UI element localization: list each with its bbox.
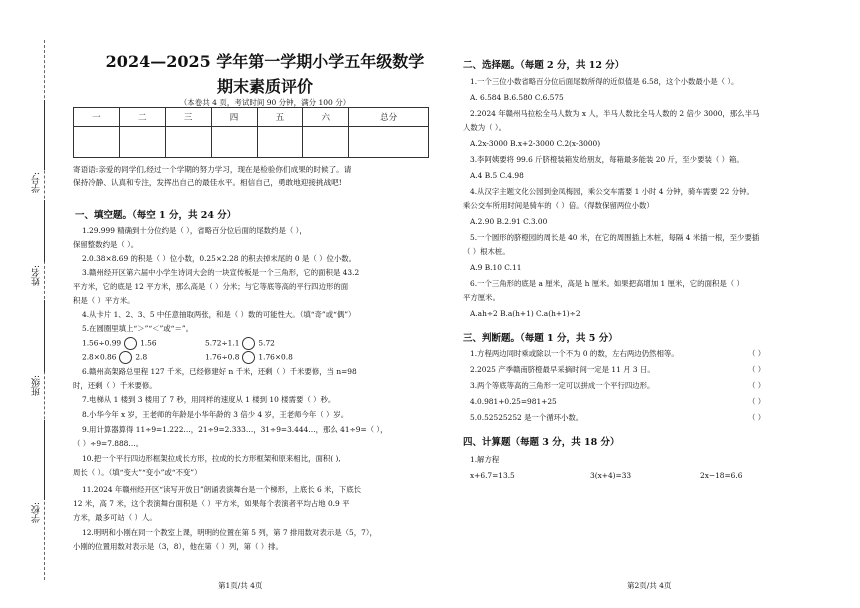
judge-item: 5.0.52525252 是一个循环小数。 [470, 413, 584, 422]
choice-line: （ ）根木桩。 [463, 247, 510, 256]
q3-line: 3.赣州经开区第六届中小学生诗词大会的一块宣传板是一个三角形，它的面积是 43.2 [82, 268, 360, 277]
choice-line: 乘公交车所用时间是骑车的（ ）倍。（得数保留两位小数） [463, 201, 654, 210]
compare-item [205, 351, 293, 364]
notice-text: 亲爱的同学们,经过一个学期的努力学习，现在是检验你们成果的时候了。请 [98, 165, 352, 174]
student-id-label: 学号: [32, 172, 42, 194]
score-cell[interactable] [74, 127, 120, 158]
q11-line: 11.2024 年赣州经开区“读写开放日”朗诵表演舞台是一个梯形，上底长 6 米，下底长 [82, 485, 361, 494]
score-header-cell: 五 [257, 108, 303, 127]
score-cell[interactable] [303, 127, 349, 158]
judge-item: 4.0.981+0.25=981+25 [470, 397, 557, 406]
q3-line: 积是（ ）平方米。 [73, 296, 135, 305]
choice-line: 4.从汉字主题文化公园到金凤梅园，乘公交车需要 1 小时 4 分钟，骑车需要 22 分钟。 [470, 187, 754, 196]
judge-answer-box[interactable]: （ ） [748, 397, 766, 406]
score-header-cell: 三 [165, 108, 211, 127]
q4-line: 4.从卡片 1、2、3、5 中任意抽取两张，和是（ ）数的可能性大。（填“奇”或“偶”） [82, 310, 356, 319]
choice-options: A. 6.584 B.6.580 C.6.575 [470, 93, 564, 102]
compare-left: 1.76÷0.8 [205, 352, 240, 362]
student-id-blank[interactable] [44, 100, 45, 170]
judge-item: 1.方程两边同时乘或除以一个不为 0 的数，左右两边仍然相等。 [470, 349, 679, 358]
choice-line: 2.2024 年赣州马拉松全马人数为 x 人，半马人数比全马人数的 2 倍少 3000，那么半马 [470, 109, 760, 118]
choice-options: A.4 B.5 C.4.98 [470, 171, 524, 180]
choice-line: 1.一个三位小数省略百分位后面尾数所得的近似值是 6.58，这个小数最小是（ ）。 [470, 77, 739, 86]
judge-answer-box[interactable]: （ ） [748, 365, 766, 374]
section3-heading: 三、判断题。（每题 1 分，共 5 分） [463, 333, 618, 344]
compare-left: 1.56÷0.99 [82, 338, 122, 348]
class-label: 班级: [32, 375, 42, 397]
score-cell[interactable] [119, 127, 165, 158]
q3-line: 平方米，它的底是 12 平方米，那么高是（ ）分米；与它等底等高的平行四边形的面 [73, 282, 349, 291]
school-blank[interactable] [44, 420, 45, 500]
q9-line: （ ）÷9=7.888…。 [73, 439, 144, 448]
choice-options: A.ah÷2 B.a(h+1) C.a(h+1)÷2 [470, 309, 581, 318]
score-cell[interactable] [257, 127, 303, 158]
school-label: 学校: [32, 502, 42, 524]
section4-heading: 四、计算题（每题 3 分，共 18 分） [463, 437, 620, 448]
compare-right: 2.8 [135, 352, 148, 362]
compare-circle[interactable] [119, 351, 132, 364]
score-table [73, 107, 429, 158]
exam-subtitle: （本卷共 4 页，考试时间 90 分钟，满分 100 分） [179, 98, 351, 107]
name-blank[interactable] [44, 200, 45, 262]
choice-line: 平方厘米。 [463, 293, 500, 302]
q10-line: 周长（ ）。（填“变大”“变小”或“不变”） [73, 468, 202, 477]
page-footer-right: 第2页/共 4页 [627, 581, 672, 590]
q1-line: 保留整数约是（ ）。 [73, 240, 139, 249]
q6-line: 时，还剩（ ）千米要修。 [73, 381, 157, 390]
equation: 3(x+4)=33 [590, 471, 632, 480]
compare-circle[interactable] [242, 337, 255, 350]
section1-heading: 一、填空题。（每空 1 分，共 24 分） [75, 210, 237, 221]
choice-line: 3.李阿姨要将 99.6 斤脐橙装箱发给朋友，每箱最多能装 20 斤，至少要装（ ）箱。 [470, 155, 744, 164]
equation: x+6.7=13.5 [470, 471, 515, 480]
choice-line: 人数为（ ）。 [463, 123, 506, 132]
name-label: 姓名: [32, 265, 42, 287]
q8-line: 8.小华今年 x 岁，王老师的年龄是小华年龄的 3 倍少 4 岁，王老师今年（ ）岁。 [82, 410, 349, 419]
score-header-cell: 总分 [349, 108, 429, 127]
score-header-cell: 二 [119, 108, 165, 127]
choice-options: A.2x-3000 B.x+2-3000 C.2(x-3000) [470, 139, 601, 148]
compare-left: 2.8×0.86 [82, 352, 117, 362]
choice-line: 6.一个三角形的底是 a 厘米，高是 h 厘米。如果把高增加 1 厘米，它的面积是（ ） [470, 279, 744, 288]
compare-item [82, 337, 157, 350]
judge-answer-box[interactable]: （ ） [748, 413, 766, 422]
notice-prefix: 寄语语: [73, 165, 99, 174]
equation: 2x−18=6.6 [700, 471, 743, 480]
judge-item: 2.2025 产季赣南脐橙最早采摘时间一定是 11 月 3 日。 [470, 365, 655, 374]
exam-title-line2: 期末素质评价 [216, 77, 313, 96]
judge-answer-box[interactable]: （ ） [748, 381, 766, 390]
q2-line: 2.0.38×8.69 的积是（ ）位小数，0.25×2.28 的积去掉末尾的 0 是（ ）位小数。 [82, 254, 357, 263]
q11-line: 12 米，高 7 米，这个表演舞台面积是（ ）平方米，如果每个表演者平均占地 0.9 平 [73, 499, 350, 508]
score-table-header-row [74, 108, 429, 127]
choice-line: 5.一个圆形的脐橙园的周长是 40 米，在它的周围插上木桩，每隔 4 米插一根，至少要插 [470, 233, 760, 242]
score-table-blank-row [74, 127, 429, 158]
score-cell[interactable] [211, 127, 257, 158]
notice-line1 [73, 163, 433, 176]
judge-answer-box[interactable]: （ ） [748, 349, 766, 358]
exam-title-line1: 2024—2025 学年第一学期小学五年级数学 [105, 52, 425, 71]
page-footer-left: 第1页/共 4页 [218, 581, 263, 590]
score-header-cell: 一 [74, 108, 120, 127]
compare-right: 1.76×0.8 [258, 352, 293, 362]
q12-line: 12.明明和小刚在同一个教室上课，明明的位置在第 5 列，第 7 排用数对表示是（5，7）， [82, 528, 377, 537]
score-header-cell: 四 [211, 108, 257, 127]
compare-circle[interactable] [124, 337, 137, 350]
q11-line: 方米，最多可站（ ）人。 [73, 513, 157, 522]
compare-right: 5.72 [258, 338, 275, 348]
q7-line: 7.电梯从 1 楼到 3 楼用了 7 秒，用同样的速度从 1 楼到 10 楼需要（ ）秒。 [82, 395, 336, 404]
q12-line: 小刚的位置用数对表示是（3，8），他在第（ ）列，第（ ）排。 [73, 542, 283, 551]
section2-heading: 二、选择题。（每题 2 分，共 12 分） [463, 60, 625, 71]
class-blank[interactable] [44, 300, 45, 372]
q9-line: 9.用计算器算得 11÷9=1.222…，21÷9=2.333…，31÷9=3.444…，那么 41÷9=（ ）， [82, 425, 388, 434]
compare-right: 1.56 [140, 338, 157, 348]
judge-item: 3.两个等底等高的三角形一定可以拼成一个平行四边形。 [470, 381, 655, 390]
q1-line: 1.29.999 精确到十分位约是（ ），省略百分位后面的尾数约是（ ）， [82, 226, 307, 235]
choice-options: A.2.90 B.2.91 C.3.00 [470, 217, 548, 226]
binding-margin [0, 0, 70, 608]
notice-line2: 保持冷静、认真和专注，发挥出自己的最佳水平。相信自己，勇敢地迎接挑战吧! [73, 178, 342, 187]
score-cell[interactable] [165, 127, 211, 158]
score-header-cell: 六 [303, 108, 349, 127]
q5-line: 5.在圆圈里填上“＞”“＜”或“＝”。 [82, 324, 194, 333]
compare-left: 5.72÷1.1 [205, 338, 240, 348]
solve-equation-label: 1.解方程 [470, 455, 500, 464]
choice-options: A.9 B.10 C.11 [470, 263, 522, 272]
compare-item [205, 337, 275, 350]
q6-line: 6.赣州高架路总里程 127 千米，已经修建好 n 千米，还剩（ ）千米要修，当 n=98 [82, 367, 357, 376]
compare-circle[interactable] [242, 351, 255, 364]
compare-item [82, 351, 147, 364]
score-cell[interactable] [349, 127, 429, 158]
q10-line: 10.把一个平行四边形框架拉成长方形，拉成的长方形框架和原来相比，面积( ), [82, 454, 341, 463]
